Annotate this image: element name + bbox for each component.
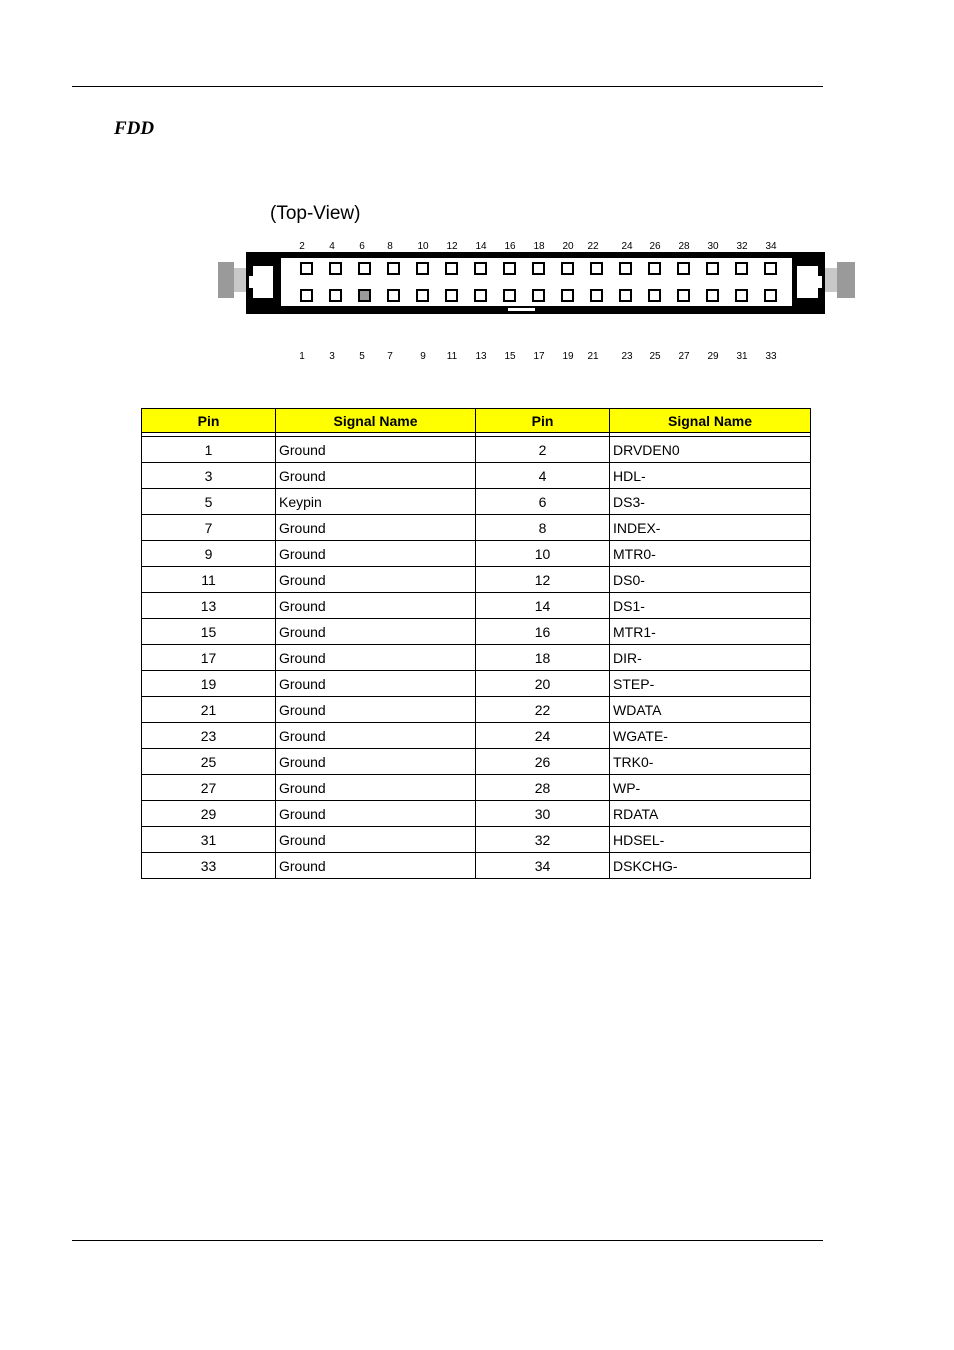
pin-34 (765, 263, 776, 274)
pin-even-cell: 18 (476, 645, 610, 671)
table-row (142, 827, 811, 853)
pin-number-label: 24 (621, 241, 633, 252)
connector-diagram (0, 0, 954, 380)
pin-31 (736, 290, 747, 301)
left-latch-inner (234, 268, 248, 292)
pin-number-label: 15 (504, 351, 516, 362)
pin-number-label: 16 (504, 241, 516, 252)
pin-odd-cell: 23 (142, 723, 276, 749)
pin-even-cell: 30 (476, 801, 610, 827)
pin-32 (736, 263, 747, 274)
pin-7 (388, 290, 399, 301)
signal-odd-cell: Ground (276, 853, 476, 879)
signal-even-cell: MTR1- (610, 619, 811, 645)
pin-even-cell: 2 (476, 437, 610, 463)
pin-17 (533, 290, 544, 301)
table-row (142, 619, 811, 645)
pin-number-label: 17 (533, 351, 545, 362)
signal-odd-cell: Ground (276, 749, 476, 775)
pin-number-label: 19 (562, 351, 574, 362)
pin-odd-cell: 33 (142, 853, 276, 879)
pin-3 (330, 290, 341, 301)
pin-odd-cell: 3 (142, 463, 276, 489)
signal-even-cell: HDL- (610, 463, 811, 489)
signal-even-cell: INDEX- (610, 515, 811, 541)
pin-odd-cell: 19 (142, 671, 276, 697)
signal-odd-cell: Ground (276, 775, 476, 801)
header-pin-odd: Pin (142, 409, 276, 433)
signal-odd-cell: Ground (276, 619, 476, 645)
signal-even-cell: STEP- (610, 671, 811, 697)
pin-20 (562, 263, 573, 274)
pin-6 (359, 263, 370, 274)
signal-odd-cell: Ground (276, 671, 476, 697)
signal-even-cell: DS3- (610, 489, 811, 515)
table-row (142, 671, 811, 697)
pin-23 (620, 290, 631, 301)
pin-even-cell: 28 (476, 775, 610, 801)
pin-1 (301, 290, 312, 301)
pin-22 (591, 263, 602, 274)
pin-number-label: 22 (587, 241, 599, 252)
pin-number-label: 13 (475, 351, 487, 362)
pin-33 (765, 290, 776, 301)
signal-even-cell: WGATE- (610, 723, 811, 749)
pin-number-label: 25 (649, 351, 661, 362)
signal-even-cell: DSKCHG- (610, 853, 811, 879)
signal-even-cell: MTR0- (610, 541, 811, 567)
pin-odd-cell: 21 (142, 697, 276, 723)
table-row (142, 541, 811, 567)
pin-number-label: 23 (621, 351, 633, 362)
pin-number-label: 34 (765, 241, 777, 252)
pin-21 (591, 290, 602, 301)
pin-13 (475, 290, 486, 301)
pin-number-label: 26 (649, 241, 661, 252)
pin-9 (417, 290, 428, 301)
table-row (142, 775, 811, 801)
footer-rule (72, 1240, 823, 1241)
pin-number-label: 18 (533, 241, 545, 252)
pin-12 (446, 263, 457, 274)
left-latch (218, 262, 234, 298)
signal-odd-cell: Ground (276, 541, 476, 567)
signal-even-cell: DS1- (610, 593, 811, 619)
pin-16 (504, 263, 515, 274)
pin-number-label: 32 (736, 241, 748, 252)
header-signal-odd: Signal Name (276, 409, 476, 433)
signal-even-cell: DS0- (610, 567, 811, 593)
key-mark (508, 308, 535, 311)
table-row (142, 593, 811, 619)
table-row (142, 463, 811, 489)
pin-number-label: 4 (329, 241, 335, 252)
signal-odd-cell: Ground (276, 801, 476, 827)
signal-even-cell: DRVDEN0 (610, 437, 811, 463)
pin-number-label: 33 (765, 351, 777, 362)
signal-even-cell: HDSEL- (610, 827, 811, 853)
pin-number-label: 12 (446, 241, 458, 252)
pin-24 (620, 263, 631, 274)
pin-11 (446, 290, 457, 301)
pin-number-label: 30 (707, 241, 719, 252)
diagram-label: (Top-View) (270, 203, 361, 224)
signal-odd-cell: Ground (276, 723, 476, 749)
pin-27 (678, 290, 689, 301)
pin-18 (533, 263, 544, 274)
pin-odd-cell: 5 (142, 489, 276, 515)
pin-number-label: 28 (678, 241, 690, 252)
pin-number-label: 5 (359, 351, 365, 362)
pin-30 (707, 263, 718, 274)
right-latch-inner (824, 268, 837, 292)
pin-even-cell: 26 (476, 749, 610, 775)
pin-number-label: 11 (446, 351, 458, 362)
pin-number-label: 10 (417, 241, 429, 252)
pin-even-cell: 20 (476, 671, 610, 697)
right-notch-step (812, 276, 822, 288)
pin-number-label: 20 (562, 241, 574, 252)
pin-even-cell: 34 (476, 853, 610, 879)
pin-odd-cell: 11 (142, 567, 276, 593)
pin-odd-cell: 17 (142, 645, 276, 671)
signal-odd-cell: Ground (276, 567, 476, 593)
pin-even-cell: 14 (476, 593, 610, 619)
pin-4 (330, 263, 341, 274)
signal-odd-cell: Ground (276, 515, 476, 541)
pin-odd-cell: 7 (142, 515, 276, 541)
pin-14 (475, 263, 486, 274)
pin-number-label: 6 (359, 241, 365, 252)
table-row (142, 489, 811, 515)
header-signal-even: Signal Name (610, 409, 811, 433)
pin-odd-cell: 25 (142, 749, 276, 775)
pin-odd-cell: 1 (142, 437, 276, 463)
pin-even-cell: 22 (476, 697, 610, 723)
pin-number-label: 27 (678, 351, 690, 362)
signal-odd-cell: Ground (276, 827, 476, 853)
table-row (142, 567, 811, 593)
table-row (142, 723, 811, 749)
signal-odd-cell: Ground (276, 463, 476, 489)
pin-29 (707, 290, 718, 301)
pin-even-cell: 16 (476, 619, 610, 645)
pin-number-label: 3 (329, 351, 335, 362)
pin-15 (504, 290, 515, 301)
pin-number-label: 29 (707, 351, 719, 362)
pin-number-label: 31 (736, 351, 748, 362)
pin-number-label: 8 (387, 241, 393, 252)
signal-odd-cell: Keypin (276, 489, 476, 515)
pin-10 (417, 263, 428, 274)
pin-number-label: 7 (387, 351, 393, 362)
pin-odd-cell: 29 (142, 801, 276, 827)
pin-19 (562, 290, 573, 301)
left-notch-step (249, 276, 259, 288)
pin-26 (649, 263, 660, 274)
pin-28 (678, 263, 689, 274)
pin-odd-cell: 9 (142, 541, 276, 567)
signal-even-cell: WP- (610, 775, 811, 801)
pin-number-label: 1 (299, 351, 305, 362)
table-body (142, 433, 811, 879)
pin-even-cell: 24 (476, 723, 610, 749)
pin-even-cell: 12 (476, 567, 610, 593)
table-row (142, 853, 811, 879)
pin-even-cell: 4 (476, 463, 610, 489)
pin-even-cell: 6 (476, 489, 610, 515)
pin-8 (388, 263, 399, 274)
pin-number-label: 14 (475, 241, 487, 252)
pin-odd-cell: 13 (142, 593, 276, 619)
signal-even-cell: TRK0- (610, 749, 811, 775)
pin-number-label: 21 (587, 351, 599, 362)
table-row (142, 515, 811, 541)
pin-even-cell: 10 (476, 541, 610, 567)
right-latch (837, 262, 855, 298)
pinout-table (141, 408, 811, 879)
table-row (142, 749, 811, 775)
table-row (142, 697, 811, 723)
pin-25 (649, 290, 660, 301)
signal-even-cell: WDATA (610, 697, 811, 723)
pin-number-label: 9 (420, 351, 426, 362)
header-pin-even: Pin (476, 409, 610, 433)
keyed-pin-5 (359, 290, 370, 301)
signal-even-cell: DIR- (610, 645, 811, 671)
pin-2 (301, 263, 312, 274)
signal-odd-cell: Ground (276, 645, 476, 671)
pin-odd-cell: 31 (142, 827, 276, 853)
table-row (142, 801, 811, 827)
pin-even-cell: 32 (476, 827, 610, 853)
signal-odd-cell: Ground (276, 697, 476, 723)
pin-even-cell: 8 (476, 515, 610, 541)
table-header-row (142, 409, 811, 433)
table-row (142, 437, 811, 463)
signal-odd-cell: Ground (276, 593, 476, 619)
pin-odd-cell: 27 (142, 775, 276, 801)
signal-odd-cell: Ground (276, 437, 476, 463)
signal-even-cell: RDATA (610, 801, 811, 827)
pin-odd-cell: 15 (142, 619, 276, 645)
pin-number-label: 2 (299, 241, 305, 252)
page-heading: FDD (114, 118, 155, 139)
table-row (142, 645, 811, 671)
